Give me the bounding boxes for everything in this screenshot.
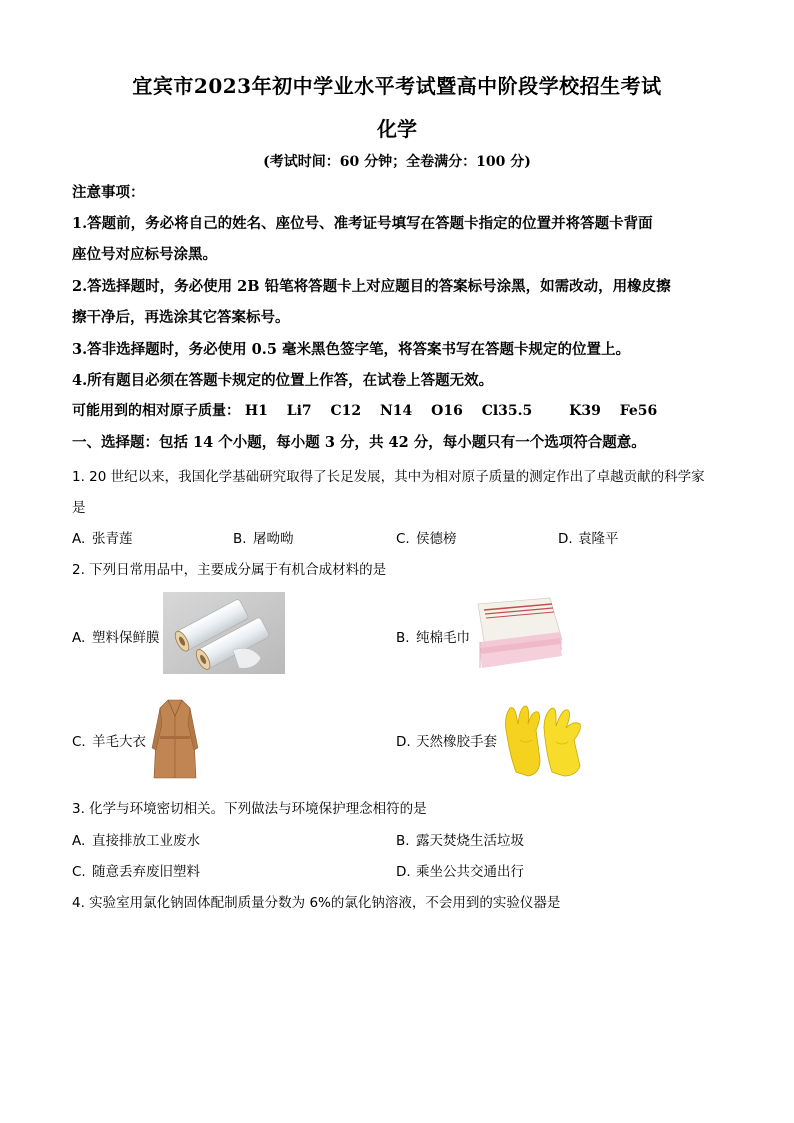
note-3: 3.答非选择题时，务必使用 0.5 毫米黑色签字笔，将答案书写在答题卡规定的位置上。 [72, 341, 630, 358]
notes-heading: 注意事项： [72, 184, 145, 201]
q2-stem: 2. 下列日常用品中，主要成分属于有机合成材料的是 [72, 562, 387, 578]
section-1-heading: 一、选择题：包括 14 个小题，每小题 3 分，共 42 分，每小题只有一个选项符合题意。 [72, 434, 646, 451]
note-1-line-1: 1.答题前，务必将自己的姓名、座位号、准考证号填写在答题卡指定的位置并将答题卡背面 [72, 215, 653, 232]
wool-coat-image [150, 698, 200, 782]
q2-option-b [396, 626, 470, 646]
q4-stem: 4. 实验室用氯化钠固体配制质量分数为 6%的氯化钠溶液，不会用到的实验仪器是 [72, 895, 561, 911]
option-text: 随意丢弃废旧塑料 [92, 864, 200, 880]
atomic-mass-item: O16 [431, 403, 463, 419]
q2-option-d [396, 730, 497, 750]
q3-option-c [72, 860, 200, 880]
option-text: 乘坐公共交通出行 [416, 864, 524, 880]
q1-option-d [558, 527, 619, 547]
option-text: 直接排放工业废水 [92, 833, 200, 849]
option-text: 袁隆平 [578, 531, 619, 547]
option-label: B. [396, 630, 410, 646]
q3-option-a [72, 829, 200, 849]
q3-option-b [396, 829, 524, 849]
atomic-mass-item: H1 [244, 403, 268, 419]
exam-subject: 化学 [377, 117, 417, 141]
note-2-line-2: 擦干净后，再选涂其它答案标号。 [72, 309, 290, 326]
rubber-gloves-image [500, 700, 590, 778]
option-label: A. [72, 833, 86, 849]
option-text: 张青莲 [92, 531, 133, 547]
atomic-mass-item: N14 [380, 403, 413, 419]
option-text: 羊毛大衣 [92, 734, 146, 750]
option-label: B. [396, 833, 410, 849]
q1-stem-line-1: 1. 20 世纪以来，我国化学基础研究取得了长足发展，其中为相对原子质量的测定作出了卓越贡献的科学家 [72, 469, 705, 485]
atomic-mass-item: Cl35.5 [481, 403, 533, 419]
option-label: B. [233, 531, 247, 547]
towel-image [472, 596, 564, 670]
q3-stem: 3. 化学与环境密切相关。下列做法与环境保护理念相符的是 [72, 801, 427, 817]
q2-option-c [72, 730, 146, 750]
atomic-masses-label: 可能用到的相对原子质量： [72, 403, 240, 419]
note-4: 4.所有题目必须在答题卡规定的位置上作答，在试卷上答题无效。 [72, 372, 494, 389]
option-label: C. [72, 734, 86, 750]
option-label: C. [72, 864, 86, 880]
exam-title: 宜宾市2023年初中学业水平考试暨高中阶段学校招生考试 [132, 74, 662, 98]
option-text: 纯棉毛巾 [416, 630, 470, 646]
option-text: 露天焚烧生活垃圾 [416, 833, 524, 849]
q1-option-a [72, 527, 133, 547]
option-label: A. [72, 531, 86, 547]
option-label: A. [72, 630, 86, 646]
q3-option-d [396, 860, 524, 880]
q1-stem-line-2: 是 [72, 500, 86, 516]
q2-option-a [72, 626, 160, 646]
q1-option-c [396, 527, 457, 547]
atomic-mass-item: Fe56 [619, 403, 658, 419]
option-text: 屠呦呦 [253, 531, 294, 547]
exam-info: (考试时间：60 分钟；全卷满分：100 分) [263, 154, 531, 170]
option-label: D. [396, 734, 411, 750]
option-label: D. [558, 531, 573, 547]
option-text: 侯德榜 [416, 531, 457, 547]
note-2-line-1: 2.答选择题时，务必使用 2B 铅笔将答题卡上对应题目的答案标号涂黑，如需改动，用橡皮擦 [72, 278, 671, 295]
atomic-mass-item: C12 [330, 403, 362, 419]
option-text: 天然橡胶手套 [416, 734, 497, 750]
atomic-masses [72, 400, 671, 420]
option-label: C. [396, 531, 410, 547]
q1-option-b [233, 527, 294, 547]
atomic-mass-item: K39 [569, 403, 601, 419]
option-text: 塑料保鲜膜 [92, 630, 160, 646]
option-label: D. [396, 864, 411, 880]
note-1-line-2: 座位号对应标号涂黑。 [72, 246, 217, 263]
atomic-mass-item: Li7 [286, 403, 312, 419]
plastic-wrap-image [163, 592, 285, 674]
